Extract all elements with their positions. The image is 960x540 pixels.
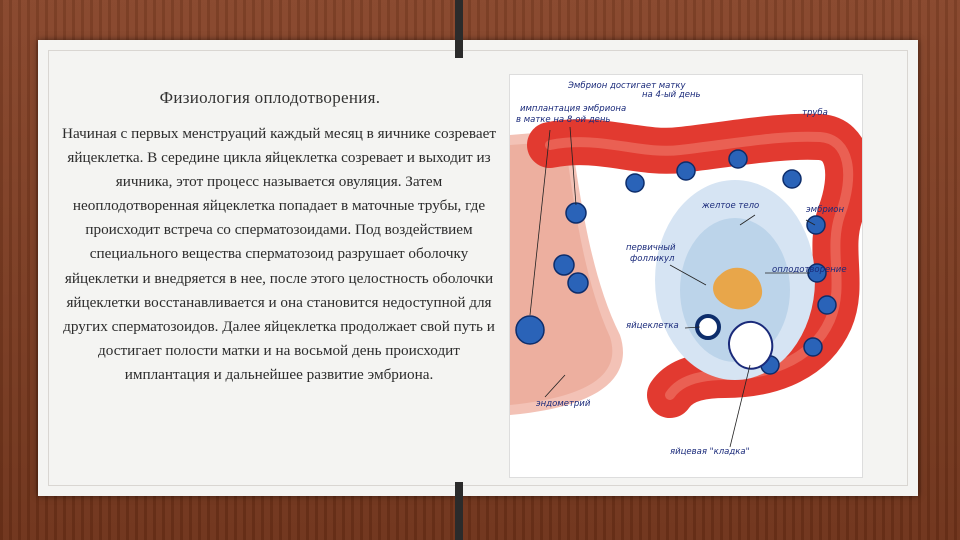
slide-body-text: Начиная с первых менструаций каждый месяц в яичнике созревает яйцеклетка. В середине цикла яйцеклетка созревает и выходит из яичника, этот процесс называется овуляция. Затем неоплодотворенная яйцеклетка попадает в маточные трубы, где происходит встреча со сперматозоидами. Под воздействием специального вещества сперматозоид разрушает оболочку яйцеклетки и внедряется в нее, после этого целостность оболочки яйцеклетки восстанавливается и она становится недоступной для других сперматозоидов. Далее яйцеклетка продолжает свой путь и достигает полости матки и на восьмой день происходит имплантация и дальнейшее развитие эмбриона.: [62, 125, 496, 383]
label-implantation-line1: имплантация эмбриона: [520, 104, 627, 114]
fertilization-diagram: [509, 74, 863, 478]
label-embryo-reaches-line1: Эмбрион достигает матку: [568, 81, 686, 91]
label-endometrium: эндометрий: [536, 399, 591, 409]
label-primary-follicle-line2: фолликул: [630, 254, 675, 264]
label-egg-cell: яйцеклетка: [626, 321, 679, 331]
diagram-illustration: [510, 75, 862, 477]
label-primary-follicle-line1: первичный: [626, 243, 676, 253]
follicle-cluster: [729, 322, 772, 369]
bottom-tape: [455, 482, 463, 540]
label-yellow-body: желтое тело: [702, 201, 760, 211]
released-egg: [697, 316, 719, 338]
label-fertilization: оплодотворение: [772, 265, 847, 275]
label-implantation-line2: в матке на 8-ой день: [516, 115, 611, 125]
slide-title: Физиология оплодотворения.: [159, 88, 381, 107]
label-tube: труба: [802, 108, 828, 118]
top-tape: [455, 0, 463, 58]
label-egg-laying: яйцевая "кладка": [670, 447, 750, 457]
label-embryo-reaches-line2: на 4-ый день: [642, 90, 701, 100]
label-embryo: эмбрион: [806, 205, 844, 215]
